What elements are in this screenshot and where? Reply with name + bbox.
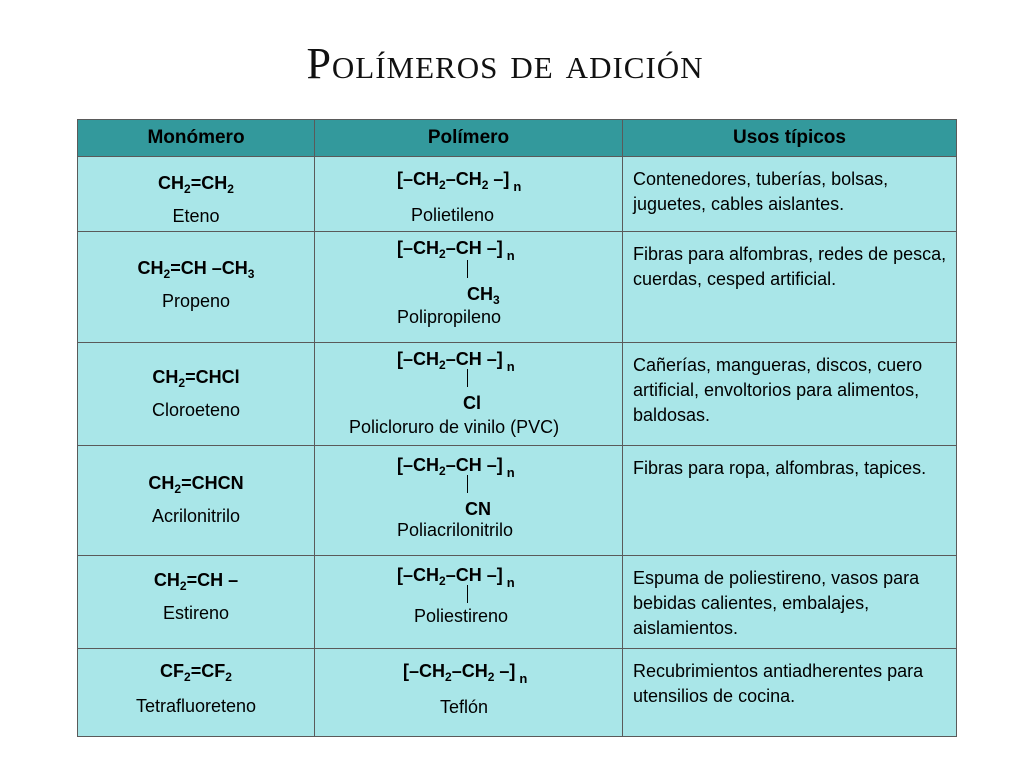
formula-text: –] xyxy=(488,169,510,189)
monomer-name: Acrilonitrilo xyxy=(151,506,241,526)
formula-subscript: 2 xyxy=(184,182,191,196)
formula-subscript: 3 xyxy=(493,293,500,307)
formula-subscript: 2 xyxy=(184,670,191,684)
formula-text: –CH xyxy=(451,661,488,681)
uses-cell: Recubrimientos antiadherentes para utensilios de cocina. xyxy=(623,649,957,737)
formula-text: =CF xyxy=(190,661,226,681)
monomer-name: Eteno xyxy=(172,206,220,226)
formula-text: [–CH xyxy=(397,349,440,369)
polymer-cell xyxy=(315,157,623,232)
polymers-table xyxy=(77,119,957,737)
monomer-cell xyxy=(78,446,315,556)
formula-text: =CHCl xyxy=(185,367,240,387)
formula-text: CH xyxy=(148,473,175,493)
monomer-name: Propeno xyxy=(161,291,231,311)
header-uses: Usos típicos xyxy=(623,120,957,157)
formula-text: –] xyxy=(494,661,516,681)
formula-text: [–CH xyxy=(403,661,446,681)
formula-subscript: 2 xyxy=(445,670,452,684)
monomer-formula xyxy=(78,570,314,591)
polymer-name: Poliestireno xyxy=(414,606,509,626)
monomer-formula xyxy=(78,473,314,494)
monomer-cell xyxy=(78,157,315,232)
formula-subscript: 2 xyxy=(439,178,446,192)
table-row xyxy=(78,343,957,446)
table-header-row xyxy=(78,120,957,157)
polymer-index: n xyxy=(506,575,515,590)
formula-text: =CH –CH xyxy=(170,258,248,278)
formula-text: –CH xyxy=(445,169,482,189)
polymer-index: n xyxy=(513,179,522,194)
polymer-substituent xyxy=(467,284,500,305)
polymer-name: Policloruro de vinilo (PVC) xyxy=(349,417,560,437)
polymer-substituent xyxy=(465,499,491,520)
bond-line xyxy=(467,475,468,493)
table-row xyxy=(78,446,957,556)
polymer-substituent xyxy=(463,393,481,414)
table-row xyxy=(78,556,957,649)
formula-subscript: 3 xyxy=(247,267,255,281)
formula-subscript: 2 xyxy=(163,267,171,281)
formula-text: CH xyxy=(467,284,493,304)
header-polymer: Polímero xyxy=(315,120,623,157)
table-row xyxy=(78,649,957,737)
polymer-formula xyxy=(403,661,527,686)
formula-text: [–CH xyxy=(397,565,440,585)
monomer-cell xyxy=(78,649,315,737)
formula-text: –CH –] xyxy=(445,565,503,585)
formula-text: CH xyxy=(152,367,179,387)
formula-text: =CHCN xyxy=(181,473,244,493)
polymer-index: n xyxy=(506,465,515,480)
formula-text: [–CH xyxy=(397,238,440,258)
polymer-name: Poliacrilonitrilo xyxy=(397,520,514,540)
formula-text: CH xyxy=(137,258,164,278)
header-monomer: Monómero xyxy=(78,120,315,157)
formula-subscript: 2 xyxy=(225,670,232,684)
formula-subscript: 2 xyxy=(179,579,187,593)
formula-text: [–CH xyxy=(397,455,440,475)
formula-subscript: 2 xyxy=(439,247,446,261)
polymer-formula xyxy=(397,238,515,263)
formula-subscript: 2 xyxy=(174,482,182,496)
formula-text: CF xyxy=(160,661,185,681)
monomer-cell xyxy=(78,556,315,649)
polymer-cell xyxy=(315,556,623,649)
bond-line xyxy=(467,369,468,387)
formula-subscript: 2 xyxy=(439,574,446,588)
polymer-index: n xyxy=(519,671,528,686)
table-body xyxy=(78,157,957,737)
monomer-formula xyxy=(78,173,314,194)
table-row xyxy=(78,157,957,232)
uses-cell: Espuma de poliestireno, vasos para bebidas calientes, embalajes, aislamientos. xyxy=(623,556,957,649)
formula-text: –CH –] xyxy=(445,349,503,369)
uses-cell: Cañerías, mangueras, discos, cuero artificial, envoltorios para alimentos, baldosas. xyxy=(623,343,957,446)
formula-text: –CH –] xyxy=(445,455,503,475)
monomer-formula xyxy=(78,367,314,388)
bond-line xyxy=(467,260,468,278)
formula-text: =CH – xyxy=(186,570,239,590)
monomer-formula xyxy=(78,661,314,682)
uses-cell: Contenedores, tuberías, bolsas, juguetes, cables aislantes. xyxy=(623,157,957,232)
formula-text: [–CH xyxy=(397,169,440,189)
page-title: Polímeros de adición xyxy=(306,39,704,88)
monomer-name: Tetrafluoreteno xyxy=(135,696,257,716)
formula-subscript: 2 xyxy=(481,178,489,192)
monomer-name: Estireno xyxy=(162,603,230,623)
monomer-formula xyxy=(78,258,314,279)
polymer-formula xyxy=(397,455,515,480)
polymer-formula xyxy=(397,169,521,194)
monomer-name: Cloroeteno xyxy=(151,400,241,420)
polymer-formula xyxy=(397,565,515,590)
formula-subscript: 2 xyxy=(487,670,495,684)
polymer-cell xyxy=(315,343,623,446)
uses-cell: Fibras para alfombras, redes de pesca, cuerdas, cesped artificial. xyxy=(623,232,957,343)
formula-subscript: 2 xyxy=(178,376,186,390)
polymer-cell xyxy=(315,649,623,737)
monomer-cell xyxy=(78,343,315,446)
bond-line xyxy=(467,585,468,603)
polymer-name: Polietileno xyxy=(411,205,495,225)
formula-text: CH xyxy=(153,570,180,590)
table-row xyxy=(78,232,957,343)
formula-text: Cl xyxy=(463,393,481,413)
formula-text: CN xyxy=(465,499,491,519)
polymer-index: n xyxy=(506,248,515,263)
polymer-formula xyxy=(397,349,515,374)
formula-text: =CH xyxy=(190,173,228,193)
formula-subscript: 2 xyxy=(439,358,446,372)
formula-subscript: 2 xyxy=(227,182,234,196)
polymer-name: Teflón xyxy=(440,697,489,717)
polymer-cell xyxy=(315,232,623,343)
polymer-index: n xyxy=(506,359,515,374)
monomer-cell xyxy=(78,232,315,343)
polymer-name: Polipropileno xyxy=(397,307,502,327)
formula-subscript: 2 xyxy=(439,464,446,478)
formula-text: CH xyxy=(158,173,185,193)
formula-text: –CH –] xyxy=(445,238,503,258)
polymer-cell xyxy=(315,446,623,556)
uses-cell: Fibras para ropa, alfombras, tapices. xyxy=(623,446,957,556)
